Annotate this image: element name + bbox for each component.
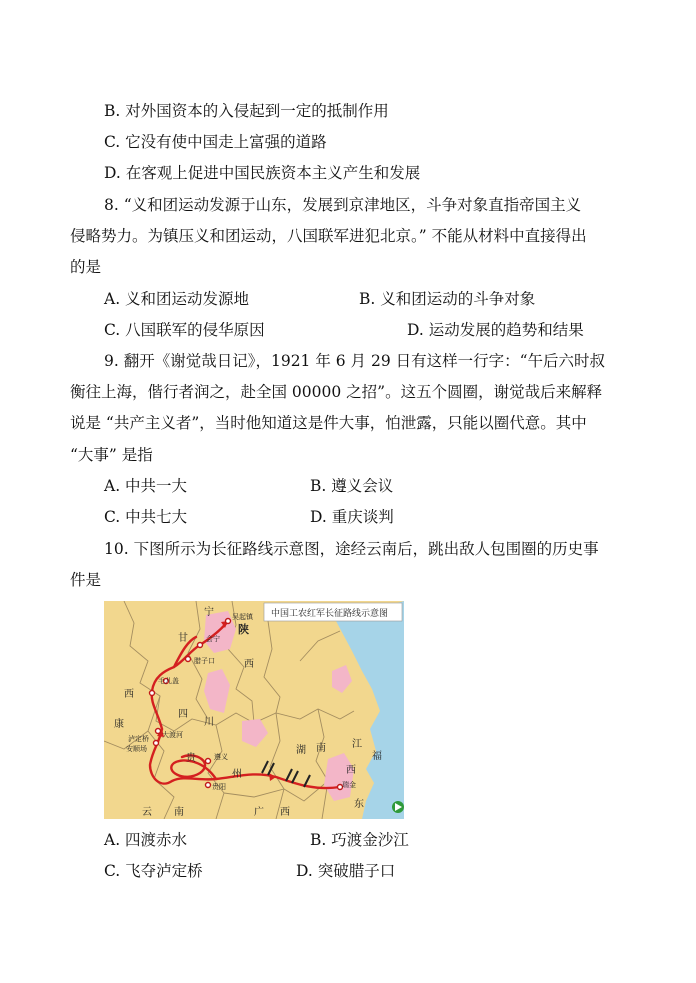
map-label-xi1: 西 xyxy=(244,659,254,670)
q9-option-a: A. 中共一大 xyxy=(104,477,188,495)
map-label-maoergai: 毛儿盖 xyxy=(158,677,179,685)
q10-option-a: A. 四渡赤水 xyxy=(104,831,188,849)
map-label-dong: 东 xyxy=(354,799,364,810)
q8-option-d: D. 运动发展的趋势和结果 xyxy=(407,321,584,339)
map-label-gui: 贵 xyxy=(186,753,196,764)
town-dot xyxy=(154,741,159,746)
map-label-fu: 福 xyxy=(372,751,382,762)
q8-stem-line-3: 的是 xyxy=(70,258,102,276)
map-label-xi2: 西 xyxy=(124,689,134,700)
map-label-guang: 广 xyxy=(254,807,264,818)
q10-option-b: B. 巧渡金沙江 xyxy=(310,831,409,849)
q9-stem-line-1: 9. 翻开《谢觉哉日记》，1921 年 6 月 29 日有这样一行字：“午后六时叔 xyxy=(104,352,606,370)
map-label-dadu: 大渡河 xyxy=(162,731,183,739)
q9-option-c: C. 中共七大 xyxy=(104,508,188,526)
map-label-shan: 陕 xyxy=(238,623,249,636)
map-label-ning: 宁 xyxy=(204,607,214,618)
map-label-huining: 会宁 xyxy=(206,635,220,643)
q7-option-c: C. 它没有使中国走上富强的道路 xyxy=(104,133,327,151)
town-dot xyxy=(206,759,211,764)
q9-option-b: B. 遵义会议 xyxy=(310,477,394,495)
long-march-route-map xyxy=(104,601,404,819)
map-label-lazikou: 腊子口 xyxy=(194,657,215,665)
q9-stem-line-4: “大事” 是指 xyxy=(70,446,153,464)
town-dot xyxy=(150,691,155,696)
map-label-zunyi: 遵义 xyxy=(214,753,228,761)
map-label-zhou: 州 xyxy=(232,769,242,780)
map-label-chuan: 川 xyxy=(204,717,214,728)
q7-option-d: D. 在客观上促进中国民族资本主义产生和发展 xyxy=(104,164,421,182)
town-dot xyxy=(198,643,203,648)
q9-stem-line-3: 说是 “共产主义者”，当时他知道这是件大事，怕泄露，只能以圈代意。其中 xyxy=(70,414,587,432)
map-label-wuqi: 吴起镇 xyxy=(232,613,253,621)
town-dot xyxy=(186,657,191,662)
map-label-kang: 康 xyxy=(114,719,124,730)
q7-option-b: B. 对外国资本的入侵起到一定的抵制作用 xyxy=(104,102,389,120)
map-label-jiang: 江 xyxy=(352,739,362,750)
q10-option-c: C. 飞夺泸定桥 xyxy=(104,862,203,880)
q10-stem-line-2: 件是 xyxy=(70,571,102,589)
map-label-xi4: 西 xyxy=(280,807,290,818)
map-label-xi3: 西 xyxy=(346,765,356,776)
map-label-anshunchang: 安顺场 xyxy=(126,745,147,753)
map-label-gan: 甘 xyxy=(178,633,188,644)
map-label-ruijin: 瑞金 xyxy=(342,781,356,789)
play-arrow-icon xyxy=(392,801,404,813)
map-title: 中国工农红军长征路线示意图 xyxy=(271,609,389,619)
q8-stem-line-1: 8. “义和团运动发源于山东，发展到京津地区，斗争对象直指帝国主义 xyxy=(104,196,582,214)
map-label-yun: 云 xyxy=(142,807,152,818)
map-label-luding: 泸定桥 xyxy=(128,735,149,743)
q9-option-d: D. 重庆谈判 xyxy=(310,508,394,526)
q10-stem-line-1: 10. 下图所示为长征路线示意图，途经云南后，跳出敌人包围圈的历史事 xyxy=(104,540,599,558)
q8-option-c: C. 八国联军的侵华原因 xyxy=(104,321,265,339)
town-dot xyxy=(226,619,231,624)
town-dot xyxy=(206,783,211,788)
map-label-si: 四 xyxy=(178,709,188,720)
q10-option-d: D. 突破腊子口 xyxy=(296,862,396,880)
map-label-nan1: 南 xyxy=(316,743,326,754)
map-label-guiyang: 贵阳 xyxy=(212,783,226,791)
town-dot xyxy=(156,729,161,734)
q8-option-a: A. 义和团运动发源地 xyxy=(104,290,250,308)
q8-stem-line-2: 侵略势力。为镇压义和团运动，八国联军进犯北京。” 不能从材料中直接得出 xyxy=(70,227,587,245)
q9-stem-line-2: 衡往上海，偕行者润之，赴全国 00000 之招”。这五个圆圈，谢觉哉后来解释 xyxy=(70,383,603,401)
q8-option-b: B. 义和团运动的斗争对象 xyxy=(359,290,536,308)
map-label-hu: 湖 xyxy=(296,745,306,756)
map-label-nan2: 南 xyxy=(174,807,184,818)
